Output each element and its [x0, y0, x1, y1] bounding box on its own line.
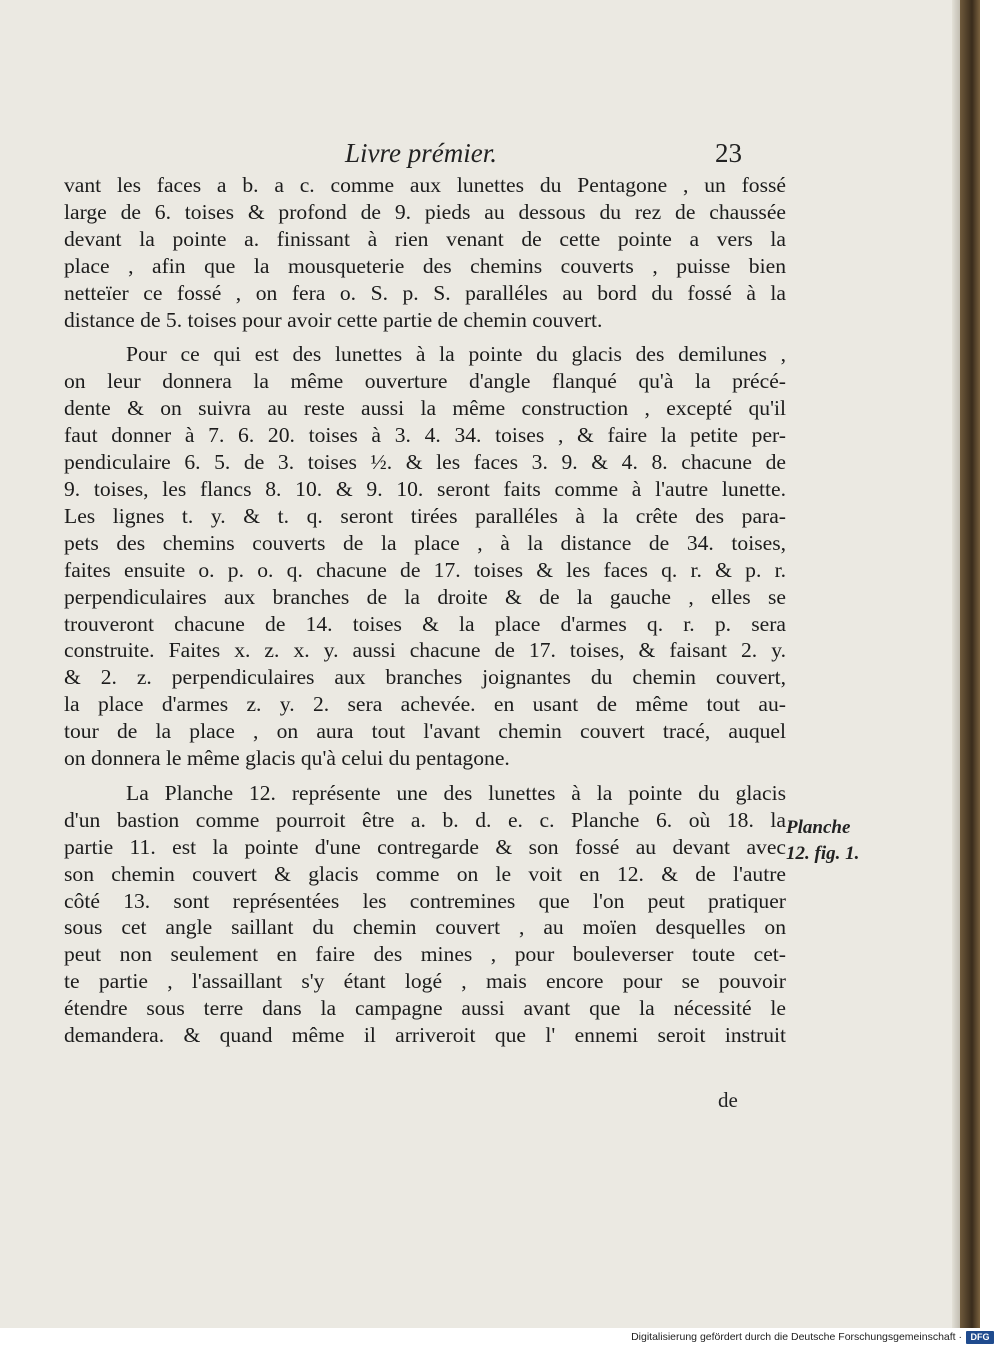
text-line: on donnera le même glacis qu'à celui du pentagone. [64, 746, 510, 771]
text-line: dente & on suivra au reste aussi la même construction , excepté qu'il [64, 396, 786, 421]
text-line: large de 6. toises & profond de 9. pieds au dessous du rez de chaussée [64, 199, 786, 224]
text-line: d'un bastion comme pourroit être a. b. d. e. c. Planche 6. où 18. la [64, 807, 786, 832]
text-line: demandera. & quand même il arriveroit que l' ennemi seroit instruit [64, 1023, 786, 1048]
running-title: Livre prémier. [345, 138, 497, 168]
dfg-logo: DFG [966, 1331, 994, 1344]
text-line: peut non seulement en faire des mines , pour bouleverser toute cet- [64, 942, 786, 967]
paragraph-start: Pour ce qui est des lunettes à la pointe du glacis des demilunes , [126, 342, 786, 367]
text-line: vant les faces a b. a c. comme aux lunettes du Pentagone , un fossé [64, 173, 786, 197]
page-number: 23 [715, 138, 742, 168]
text-line: la place d'armes z. y. 2. sera achevée. en usant de même tout au- [64, 692, 786, 717]
margin-note-line: 12. fig. 1. [786, 843, 860, 864]
text-line: 9. toises, les flancs 8. 10. & 9. 10. seront faits comme à l'autre lunette. [64, 476, 786, 501]
text-line: & 2. z. perpendiculaires aux branches joignantes du chemin couvert, [64, 665, 786, 690]
text-line: Les lignes t. y. & t. q. seront tirées paralléles à la crête des para- [64, 503, 786, 528]
text-line: distance de 5. toises pour avoir cette partie de chemin couvert. [64, 307, 603, 332]
text-line: pets des chemins couverts de la place , à la distance de 34. toises, [64, 530, 786, 555]
text-line: netteïer ce fossé , on fera o. S. p. S. paralléles au bord du fossé à la [64, 280, 786, 305]
text-line: perpendiculaires aux branches de la droite & de la gauche , elles se [64, 584, 786, 609]
text-line: pendiculaire 6. 5. de 3. toises ½. & les faces 3. 9. & 4. 8. chacune de [64, 450, 786, 475]
catchword: de [718, 1088, 738, 1112]
footer [0, 1328, 1000, 1348]
text-line: étendre sous terre dans la campagne aussi avant que la nécessité le [64, 996, 786, 1021]
margin-note [786, 815, 896, 867]
text-line: tour de la place , on aura tout l'avant chemin couvert tracé, auquel [64, 719, 786, 744]
text-line: trouveront chacune de 14. toises & la place d'armes q. r. p. sera [64, 611, 786, 636]
text-line: te partie , l'assaillant s'y étant logé , mais encore pour se pouvoir [64, 969, 786, 994]
text-line: sous cet angle saillant du chemin couvert , au moïen desquelles on [64, 915, 786, 940]
text-line: son chemin couvert & glacis comme on le voit en 12. & de l'autre [64, 861, 786, 886]
body-text [64, 172, 786, 1049]
book-binding [960, 0, 980, 1328]
text-line: faut donner à 7. 6. 20. toises à 3. 4. 34. toises , & faire la petite per- [64, 423, 786, 448]
digitization-credit: Digitalisierung gefördert durch die Deutsche Forschungsgemeinschaft · [631, 1331, 962, 1343]
text-line: on leur donnera la même ouverture d'angle flanqué qu'à la précé- [64, 369, 786, 394]
page-header [0, 138, 980, 174]
text-line: construite. Faites x. z. x. y. aussi chacune de 17. toises, & faisant 2. y. [64, 638, 786, 663]
text-line: faites ensuite o. p. o. q. chacune de 17. toises & les faces q. r. & p. r. [64, 557, 786, 582]
text-line: devant la pointe a. finissant à rien venant de cette pointe a vers la [64, 226, 786, 251]
text-line: place , afin que la mousqueterie des chemins couverts , puisse bien [64, 253, 786, 278]
paragraph-start: La Planche 12. représente une des lunettes à la pointe du glacis [126, 780, 786, 805]
text-line: partie 11. est la pointe d'une contregarde & son fossé au devant avec [64, 834, 786, 859]
margin-note-line: Planche [786, 817, 851, 838]
text-line: côté 13. sont représentées les contremines que l'on peut pratiquer [64, 888, 786, 913]
